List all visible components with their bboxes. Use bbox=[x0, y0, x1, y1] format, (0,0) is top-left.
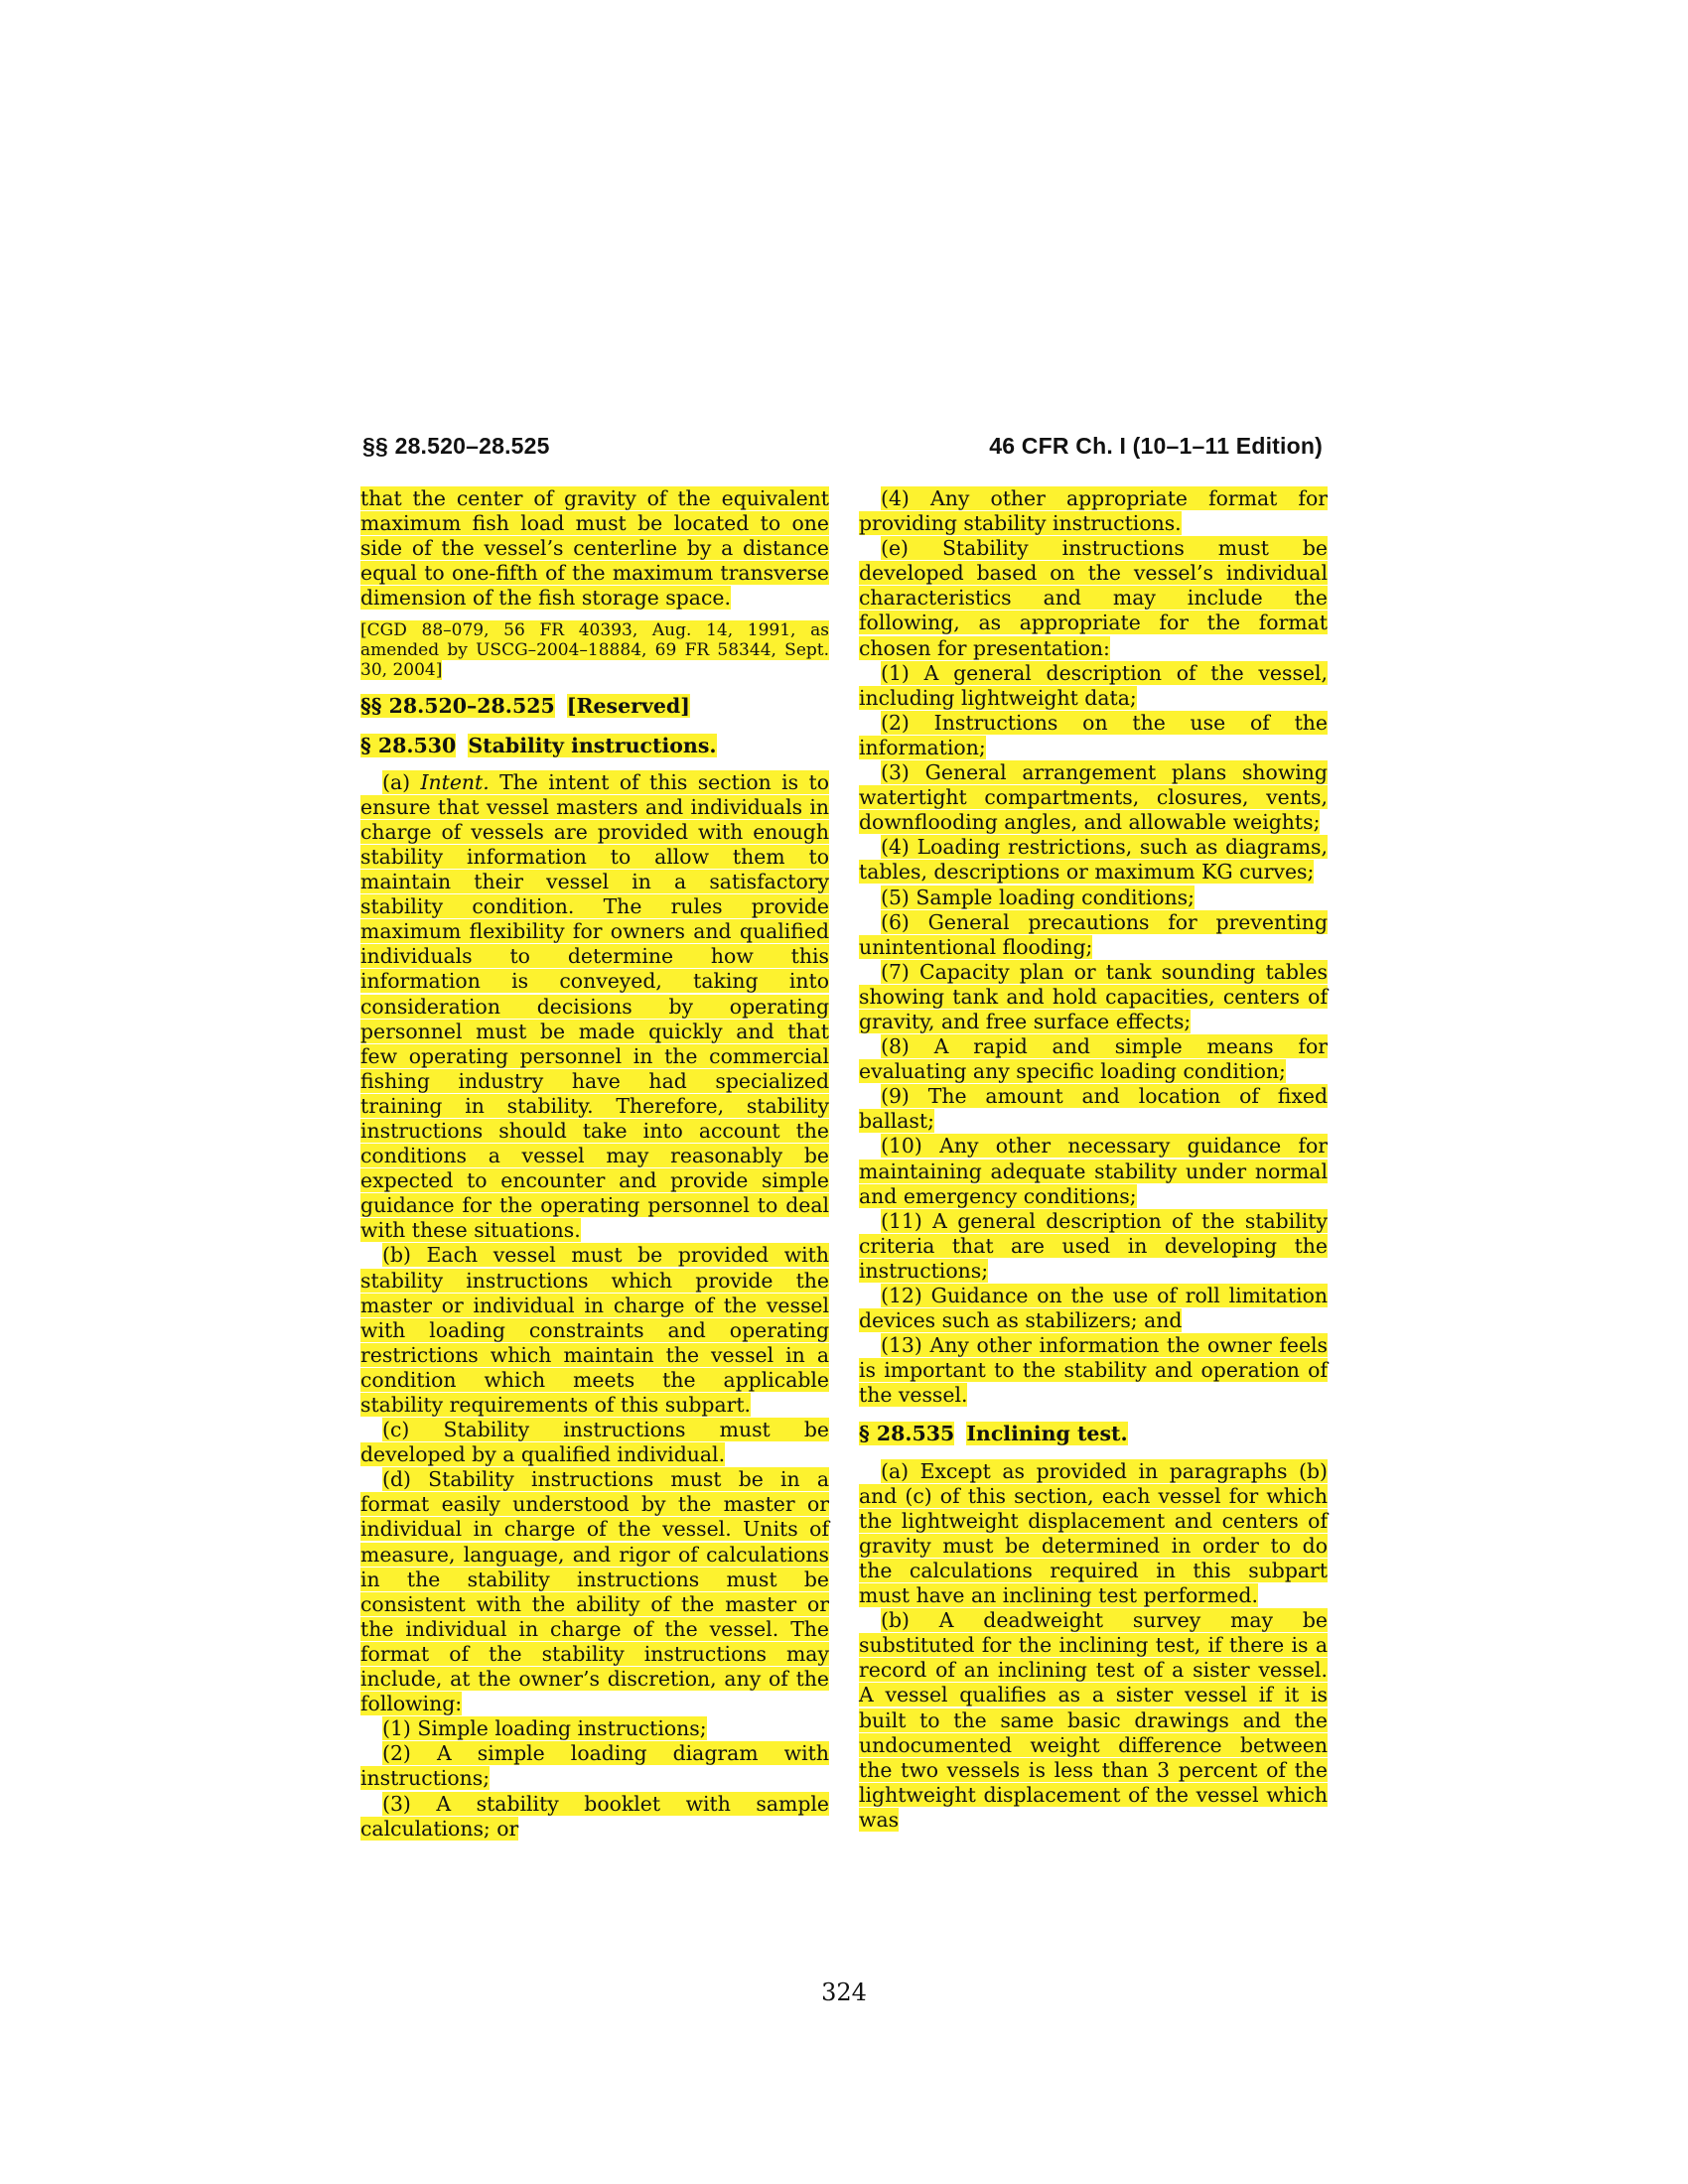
list-item bbox=[859, 1034, 1328, 1084]
highlight: [CGD 88–079, 56 FR 40393, Aug. 14, 1991, as amended by USCG–2004–18884, 69 FR 58344, Sept. 30, 2004] bbox=[360, 620, 829, 681]
section-heading-reserved bbox=[360, 694, 829, 719]
list-item bbox=[859, 886, 1328, 910]
section-title: Stability instructions. bbox=[468, 733, 717, 757]
section-title: [Reserved] bbox=[566, 694, 690, 719]
highlight: that the center of gravity of the equivalent maximum fish load must be located to one side of the vessel’s centerline by a distance equal to one-fifth of the maximum transverse dimension of the fish storage space. bbox=[360, 486, 829, 611]
highlight: (7) Capacity plan or tank sounding tables showing tank and hold capacities, centers of gravity, and free surface effects; bbox=[859, 959, 1328, 1033]
left-column bbox=[360, 486, 829, 1842]
section-number: § 28.530 bbox=[360, 733, 457, 757]
paragraph bbox=[360, 486, 829, 611]
highlight: (b) Each vessel must be provided with stability instructions which provide the master or individual in charge of the vessel with loading constraints and operating restrictions which maintain the vessel in a condition which meets the applicable stability requirements of this subpart. bbox=[360, 1243, 829, 1417]
highlight: (11) A general description of the stability criteria that are used in developing the instructions; bbox=[859, 1208, 1328, 1283]
highlight: (1) Simple loading instructions; bbox=[382, 1716, 707, 1741]
highlight: (1) A general description of the vessel, including lightweight data; bbox=[859, 660, 1328, 710]
list-item bbox=[859, 1134, 1328, 1208]
paragraph-b bbox=[859, 1608, 1328, 1833]
highlight: (4) Loading restrictions, such as diagrams, tables, descriptions or maximum KG curves; bbox=[859, 835, 1328, 885]
list-item bbox=[859, 661, 1328, 711]
paragraph-a bbox=[360, 770, 829, 1244]
highlight: (4) Any other appropriate format for providing stability instructions. bbox=[859, 486, 1328, 536]
list-item bbox=[859, 1209, 1328, 1284]
highlight: (3) A stability booklet with sample calculations; or bbox=[360, 1791, 829, 1841]
list-item bbox=[859, 760, 1328, 835]
highlight: (a) Except as provided in paragraphs (b) and (c) of this section, each vessel for which the lightweight displacement and centers of gravity must be determined in order to do the calculations required in this subpart must have an inclining test performed. bbox=[859, 1458, 1328, 1608]
highlight: (e) Stability instructions must be developed based on the vessel’s individual characteristics and may include the following, as appropriate for the format chosen for presentation: bbox=[859, 536, 1328, 660]
highlight: (c) Stability instructions must be developed by a qualified individual. bbox=[360, 1418, 829, 1467]
section-number: §§ 28.520–28.525 bbox=[360, 694, 555, 719]
paragraph-c bbox=[360, 1418, 829, 1467]
highlight: (13) Any other information the owner feels is important to the stability and operation of the vessel. bbox=[859, 1333, 1328, 1408]
right-column bbox=[859, 486, 1328, 1833]
running-header-section: §§ 28.520–28.525 bbox=[362, 433, 550, 459]
citation bbox=[360, 620, 829, 680]
highlight: (b) A deadweight survey may be substituted for the inclining test, if there is a record of an inclining test of a sister vessel. A vessel qualifies as a sister vessel if it is built to the same basic drawings and the undocumented weight difference between the two vessels is less than 3 percent of the lightweight displacement of the vessel which was bbox=[859, 1608, 1328, 1832]
list-item bbox=[859, 960, 1328, 1034]
list-item bbox=[859, 910, 1328, 960]
highlight: (8) A rapid and simple means for evaluating any specific loading condition; bbox=[859, 1034, 1328, 1084]
highlight: (a) Intent. The intent of this section is to ensure that vessel masters and individuals in charge of vessels are provided with enough stability information to allow them to maintain their vessel in a satisfactory stability condition. The rules provide maximum flexibility for owners and qualified individuals to determine how this information is conveyed, taking into consideration decisions by operating personnel must be made quickly and that few operating personnel in the commercial fishing industry have had specialized training in stability. Therefore, stability instructions should take into account the conditions a vessel may reasonably be expected to encounter and provide simple guidance for the operating personnel to deal with these situations. bbox=[360, 769, 829, 1243]
highlight: (10) Any other necessary guidance for maintaining adequate stability under normal and emergency conditions; bbox=[859, 1134, 1328, 1208]
list-item bbox=[360, 1741, 829, 1791]
highlight: (12) Guidance on the use of roll limitation devices such as stabilizers; and bbox=[859, 1284, 1328, 1333]
page-number: 324 bbox=[821, 1979, 867, 2006]
list-item bbox=[859, 835, 1328, 885]
section-title: Inclining test. bbox=[966, 1422, 1128, 1446]
highlight: (d) Stability instructions must be in a format easily understood by the master or individual in charge of the vessel. Units of measure, language, and rigor of calculations in the stability instructions must be consistent with the ability of the master or the individual in charge of the vessel. The format of the stability instructions may include, at the owner’s discretion, any of the following: bbox=[360, 1467, 829, 1716]
list-item bbox=[859, 1284, 1328, 1333]
paragraph-e bbox=[859, 536, 1328, 660]
highlight: (5) Sample loading conditions; bbox=[881, 885, 1196, 909]
section-number: § 28.535 bbox=[859, 1422, 955, 1446]
highlight: (2) Instructions on the use of the information; bbox=[859, 710, 1328, 759]
section-heading-inclining bbox=[859, 1422, 1328, 1446]
paragraph-b bbox=[360, 1243, 829, 1418]
highlight: (3) General arrangement plans showing watertight compartments, closures, vents, downflooding angles, and allowable weights; bbox=[859, 760, 1328, 835]
list-item bbox=[859, 486, 1328, 536]
highlight: (2) A simple loading diagram with instructions; bbox=[360, 1741, 829, 1791]
italic-heading: Intent. bbox=[420, 769, 490, 794]
paragraph-a bbox=[859, 1459, 1328, 1609]
highlight: (9) The amount and location of fixed ballast; bbox=[859, 1084, 1328, 1134]
running-header-title: 46 CFR Ch. I (10–1–11 Edition) bbox=[989, 433, 1323, 459]
paragraph-d bbox=[360, 1467, 829, 1716]
list-item bbox=[360, 1716, 829, 1741]
list-item bbox=[859, 1333, 1328, 1408]
list-item bbox=[859, 711, 1328, 760]
list-item bbox=[360, 1792, 829, 1842]
highlight: (6) General precautions for preventing unintentional flooding; bbox=[859, 909, 1328, 959]
section-heading-stability bbox=[360, 734, 829, 758]
list-item bbox=[859, 1084, 1328, 1134]
